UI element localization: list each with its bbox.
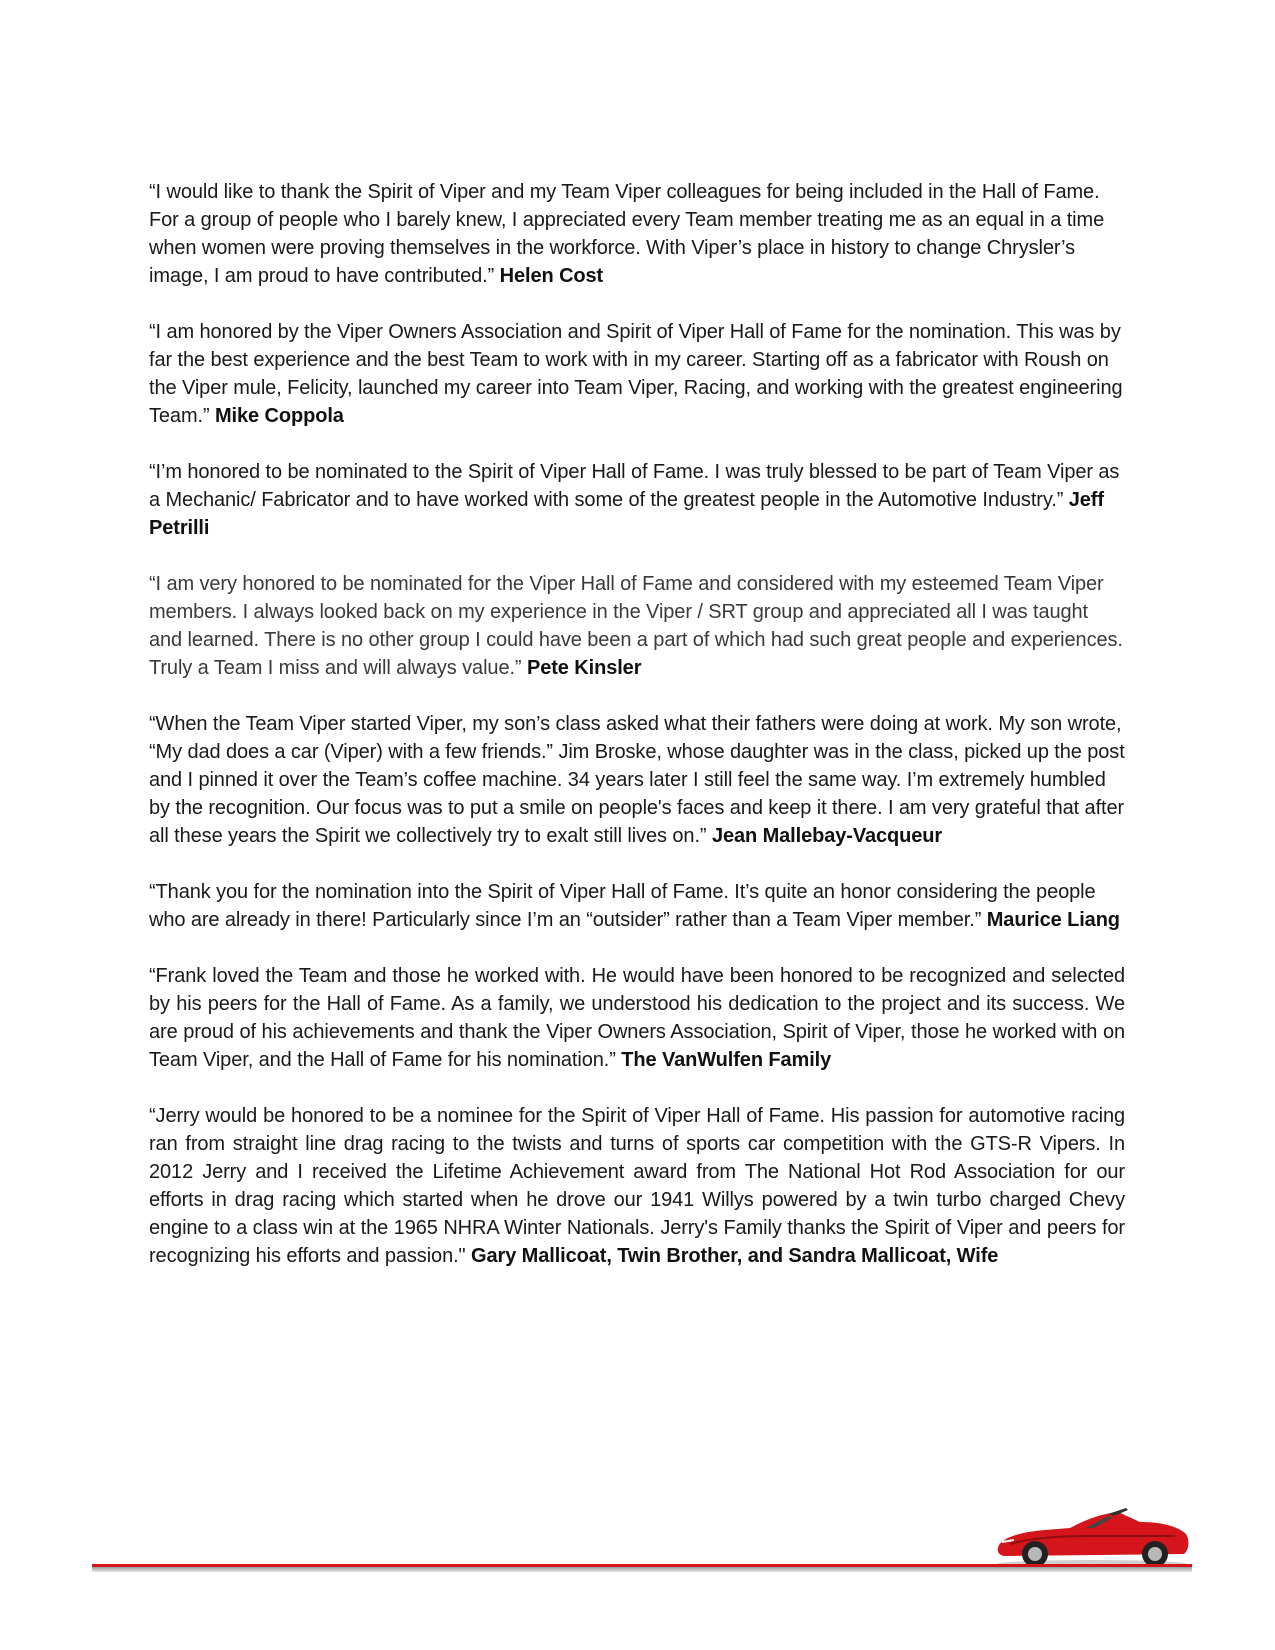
quote-mallicoat-family [149,1102,1125,1270]
quote-text: “I am very honored to be nominated for the Viper Hall of Fame and considered with my esteemed Team Viper members. I always looked back on my experience in the Viper / SRT group and appreciated all I was taught and learned. There is no other group I could have been a part of which had such great people and experiences. Truly a Team I miss and will always value.” [149,573,1123,679]
quote-jean-mallebay-vacqueur [149,710,1125,850]
quote-text: “I would like to thank the Spirit of Viper and my Team Viper colleagues for being included in the Hall of Fame. For a group of people who I barely knew, I appreciated every Team member treating me as an equal in a time when women were proving themselves in the workforce. With Viper’s place in history to change Chrysler’s image, I am proud to have contributed.” [149,181,1105,287]
quote-author: Mike Coppola [215,405,344,427]
quote-text: “Jerry would be honored to be a nominee for the Spirit of Viper Hall of Fame. His passion for automotive racing ran from straight line drag racing to the twists and turns of sports car competition with the GTS-R Vipers. In 2012 Jerry and I received the Lifetime Achievement award from The National Hot Rod Association for our efforts in drag racing which started when he drove our 1941 Willys powered by a twin turbo charged Chevy engine to a class win at the 1965 NHRA Winter Nationals. Jerry's Family thanks the Spirit of Viper and peers for recognizing his efforts and passion." [149,1105,1125,1267]
quote-pete-kinsler [149,570,1125,682]
quote-author: Gary Mallicoat, Twin Brother, and Sandra Mallicoat, Wife [471,1245,999,1267]
quote-text: “When the Team Viper started Viper, my son’s class asked what their fathers were doing at work. My son wrote, “My dad does a car (Viper) with a few friends.” Jim Broske, whose daughter was in the class, picked up the post and I pinned it over the Team’s coffee machine. 34 years later I still feel the same way. I’m extremely humbled by the recognition. Our focus was to put a smile on people's faces and keep it there. I am very grateful that after all these years the Spirit we collectively try to exalt still lives on.” [149,713,1125,847]
quote-text: “Frank loved the Team and those he worked with. He would have been honored to be recognized and selected by his peers for the Hall of Fame. As a family, we understood his dedication to the project and its success. We are proud of his achievements and thank the Viper Owners Association, Spirit of Viper, those he worked with on Team Viper, and the Hall of Fame for his nomination.” [149,965,1125,1071]
red-convertible-car-icon [990,1500,1195,1570]
quote-maurice-liang [149,878,1125,934]
quote-author: Jean Mallebay-Vacqueur [711,825,943,847]
quote-author: The VanWulfen Family [621,1049,832,1071]
quote-jeff-petrilli [149,458,1125,542]
quote-text: “I’m honored to be nominated to the Spirit of Viper Hall of Fame. I was truly blessed to be part of Team Viper as a Mechanic/ Fabricator and to have worked with some of the greatest people in the Automotive Industry.” [149,461,1120,511]
quote-text: “Thank you for the nomination into the Spirit of Viper Hall of Fame. It’s quite an honor considering the people who are already in there! Particularly since I’m an “outsider” rather than a Team Viper member.” [149,881,1096,931]
quotes-section [149,178,1125,1298]
quote-helen-cost [149,178,1125,290]
quote-text: “I am honored by the Viper Owners Association and Spirit of Viper Hall of Fame for the nomination. This was by far the best experience and the best Team to work with in my career. Starting off as a fabricator with Roush on the Viper mule, Felicity, launched my career into Team Viper, Racing, and working with the greatest engineering Team.” [149,321,1123,427]
quote-author: Pete Kinsler [526,657,642,679]
quote-vanwulfen-family [149,962,1125,1074]
quote-author: Maurice Liang [986,909,1120,931]
quote-mike-coppola [149,318,1125,430]
footer-rule-shadow [92,1567,1192,1572]
quote-author: Helen Cost [499,265,604,287]
quote-author: Jeff Petrilli [149,489,1104,539]
